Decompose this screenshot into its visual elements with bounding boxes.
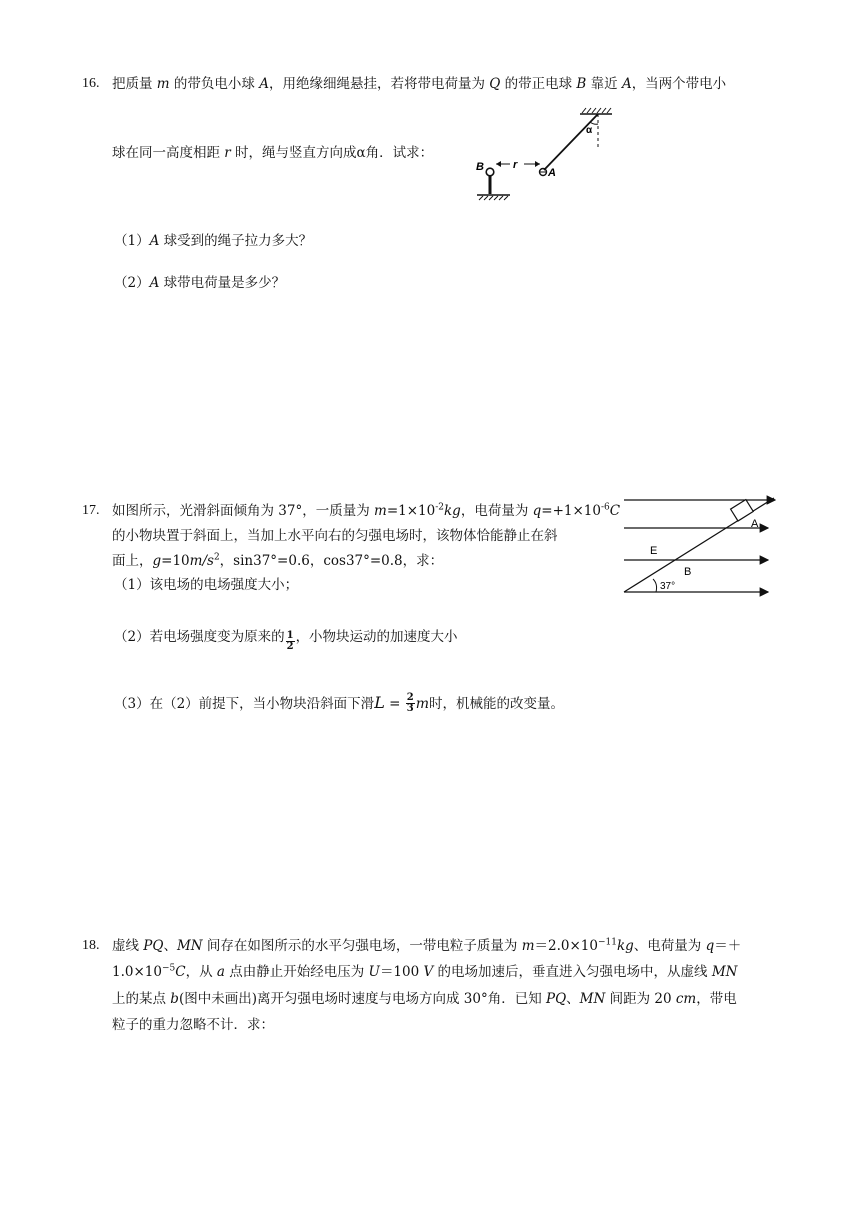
question-17-sub-2: （2）若电场强度变为原来的 $\frac{1}{2}$ ，小物块运动的加速度大小	[114, 629, 458, 652]
figure-17-A-label: A	[751, 518, 759, 530]
question-17-number: 17.	[82, 503, 100, 518]
question-16-sub-1: （1）A 球受到的绳子拉力多大？	[114, 233, 313, 249]
question-17-line-3: 面上，$g=10m/s^2$，sin37°=0.6，cos37°=0.8，求：	[112, 552, 444, 569]
figure-17-angle-label: 37°	[660, 581, 676, 592]
question-18-line-4: 粒子的重力忽略不计．求：	[112, 1017, 274, 1033]
question-16-line-1: 把质量 m 的带负电小球 A，用绝缘细绳悬挂，若将带电荷量为 Q 的带正电球 B 靠近 A，当两个带电小	[112, 76, 727, 92]
figure-17-incline-field	[620, 490, 780, 602]
figure-16-alpha-label: α	[586, 125, 593, 136]
question-18-number: 18.	[82, 938, 100, 953]
question-16-sub-2: （2）A 球带电荷量是多少？	[114, 275, 286, 291]
question-17-line-1: 如图所示，光滑斜面倾角为 37°，一质量为 $m=1\times 10^{-2}kg$，电荷量为 $q=+1\times 10^{-6}C$	[112, 502, 621, 519]
question-18-line-2: $1.0\times 10^{-5}C$，从 a 点由静止开始经电压为 U＝100 V 的电场加速后，垂直进入匀强电场中，从虚线 MN	[112, 963, 738, 980]
question-16-line-2: 球在同一高度相距 r 时，绳与竖直方向成α角．试求：	[112, 145, 434, 161]
question-18-line-3: 上的某点 b(图中未画出)离开匀强电场时速度与电场方向成 30°角．已知 PQ、MN 间距为 20 cm，带电	[112, 991, 737, 1007]
figure-17-E-label: E	[650, 545, 658, 557]
question-17-sub-1: （1）该电场的电场强度大小；	[114, 577, 299, 593]
figure-16-r-label: r	[513, 159, 518, 171]
question-17-line-2: 的小物块置于斜面上，当加上水平向右的匀强电场时，该物体恰能静止在斜	[112, 528, 558, 544]
question-17-sub-3: （3）在（2）前提下，当小物块沿斜面下滑L = $\frac{2}{3}$ m时，机械能的改变量。	[114, 692, 564, 714]
figure-16-A-label: A	[548, 167, 556, 179]
question-18-line-1: 虚线 PQ、MN 间存在如图所示的水平匀强电场，一带电粒子质量为 $m=2.0\times 10^{-11}kg$、电荷量为 q＝＋	[112, 937, 742, 954]
figure-16-hanging-charge	[470, 104, 620, 208]
figure-16-B-label: B	[476, 161, 484, 173]
question-16-number: 16.	[82, 76, 100, 91]
figure-17-B-label: B	[684, 566, 692, 578]
